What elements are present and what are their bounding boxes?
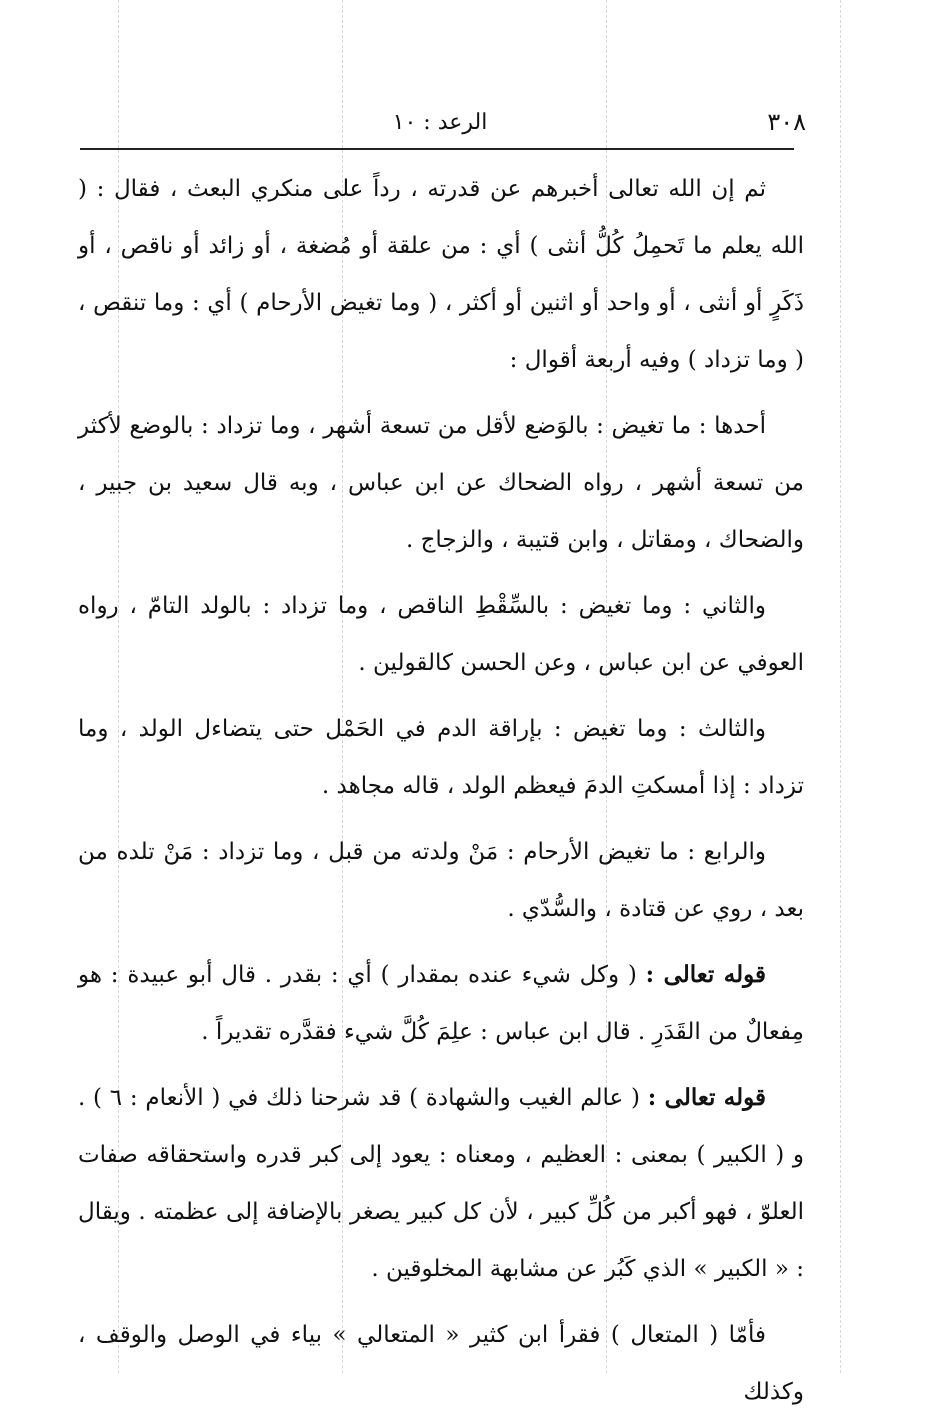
paragraph-6	[78, 946, 804, 1061]
paragraph-3	[78, 577, 804, 692]
paragraph-text: ثم إن الله تعالى أخبرهم عن قدرته ، رداً على منكري البعث ، فقال : ( الله يعلم ما تَحمِلُ كُلُّ أنثى ) أي : من علقة أو مُضغة ، أو زائد أو ناقص ، أو ذَكَرٍ أو أنثى ، أو واحد أو اثنين أو أكثر ، ( وما تغيض الأرحام ) أي : وما تنقص ، ( وما تزداد ) وفيه أربعة أقوال :	[78, 176, 804, 373]
paragraph-8	[78, 1306, 804, 1421]
paragraph-text: أحدها : ما تغيض : بالوَضع لأقل من تسعة أشهر ، وما تزداد : بالوضع لأكثر من تسعة أشهر ، رواه الضحاك عن ابن عباس ، وبه قال سعيد بن جبير ، والضحاك ، ومقاتل ، وابن قتيبة ، والزجاج .	[78, 413, 804, 553]
paragraph-text: والرابع : ما تغيض الأرحام : مَنْ ولدته من قبل ، وما تزداد : مَنْ تلده من بعد ، روي عن قتادة ، والسُّدّي .	[78, 839, 804, 922]
paragraph-text: ( وكل شيء عنده بمقدار ) أي : بقدر . قال أبو عبيدة : هو مِفعالٌ من القَدَرِ . قال ابن عباس : علِمَ كُلَّ شيء فقدَّره تقديراً .	[78, 962, 804, 1045]
text-body	[78, 160, 804, 1405]
page-number: ٣٠٨	[767, 108, 806, 136]
paragraph-text: فأمّا ( المتعال ) فقرأ ابن كثير « المتعالي » بياء في الوصل والوقف ، وكذلك	[78, 1322, 804, 1405]
paragraph-text: والثالث : وما تغيض : بإراقة الدم في الحَمْل حتى يتضاءل الولد ، وما تزداد : إذا أمسكتِ الدمَ فيعظم الولد ، قاله مجاهد .	[78, 716, 804, 799]
paragraph-1	[78, 160, 804, 389]
paragraph-7	[78, 1069, 804, 1298]
header-divider	[80, 148, 794, 150]
paragraph-text: ( عالم الغيب والشهادة ) قد شرحنا ذلك في ( الأنعام : ٦ ) . و ( الكبير ) بمعنى : العظيم ، ومعناه : يعود إلى كبر قدره واستحقاقه صفات العلوّ ، فهو أكبر من كُلِّ كبير ، لأن كل كبير يصغر بالإضافة إلى عظمته . ويقال : « الكبير » الذي كَبُر عن مشابهة المخلوقين .	[78, 1085, 804, 1282]
paragraph-5	[78, 823, 804, 938]
chapter-title: الرعد : ١٠	[392, 110, 488, 135]
paragraph-lead: قوله تعالى :	[645, 961, 767, 988]
paragraph-text: والثاني : وما تغيض : بالسِّقْطِ الناقص ، وما تزداد : بالولد التامّ ، رواه العوفي عن ابن عباس ، وعن الحسن كالقولين .	[78, 593, 804, 676]
paragraph-lead: قوله تعالى :	[647, 1084, 767, 1111]
scan-line	[840, 0, 841, 1373]
page-header	[80, 104, 806, 144]
paragraph-4	[78, 700, 804, 815]
paragraph-2	[78, 397, 804, 569]
